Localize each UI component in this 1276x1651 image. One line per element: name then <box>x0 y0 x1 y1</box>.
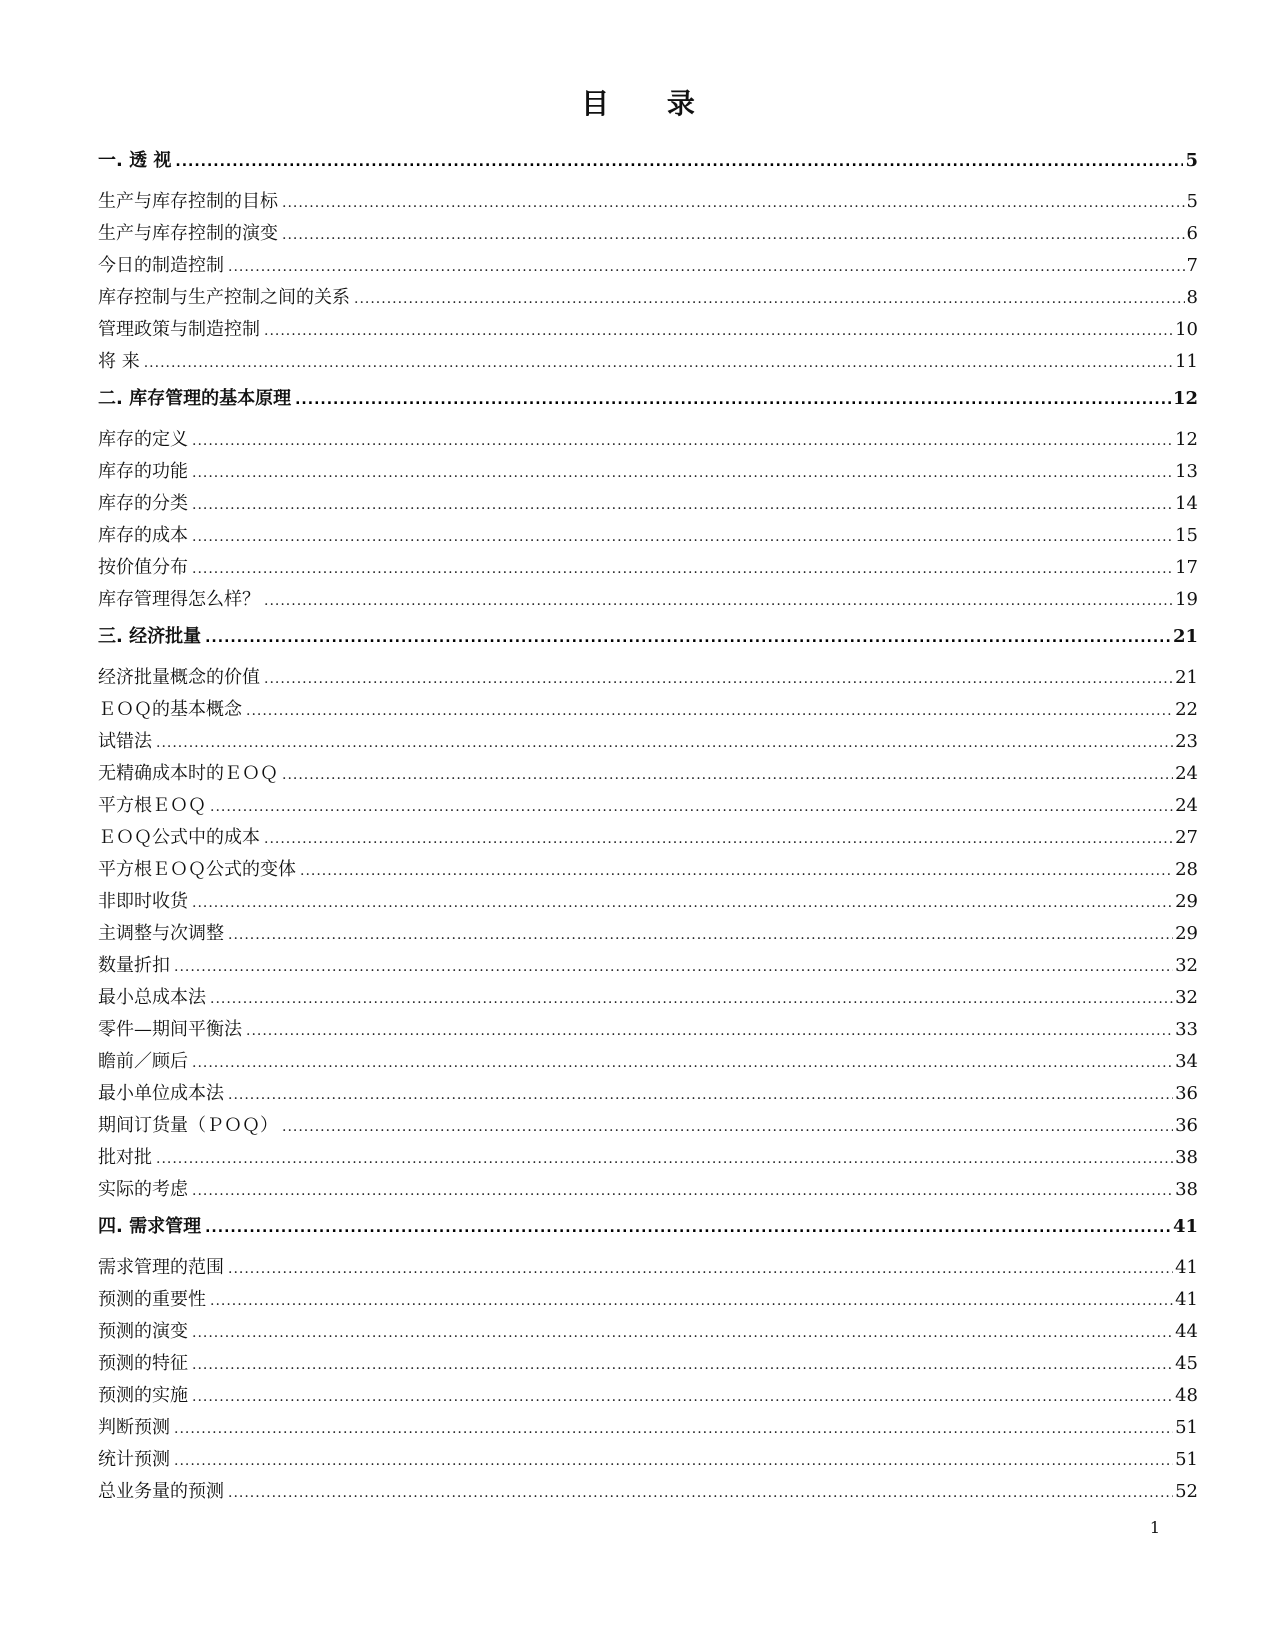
toc-entry[interactable] <box>98 758 1198 790</box>
toc-entry[interactable] <box>98 346 1198 378</box>
entry-title: 批对批 <box>98 1147 152 1168</box>
dot-leader <box>264 823 1173 855</box>
toc-entry[interactable] <box>98 1380 1198 1412</box>
toc-chapter-heading[interactable] <box>98 382 1198 416</box>
chapter-title: 四. 需求管理 <box>98 1216 202 1237</box>
entry-page-number: 23 <box>1175 731 1198 752</box>
entry-title: 试错法 <box>98 731 152 752</box>
entry-page-number: 27 <box>1175 827 1198 848</box>
toc-section <box>98 1210 1198 1508</box>
entry-title: 管理政策与制造控制 <box>98 319 260 340</box>
entry-page-number: 52 <box>1175 1481 1198 1502</box>
entry-title: 瞻前／顾后 <box>98 1051 188 1072</box>
toc-entry[interactable] <box>98 1046 1198 1078</box>
entry-title: ＥＯＱ的基本概念 <box>98 699 242 720</box>
dot-leader <box>282 759 1173 791</box>
entry-page-number: 51 <box>1175 1417 1198 1438</box>
entry-title: 最小单位成本法 <box>98 1083 224 1104</box>
toc-entry[interactable] <box>98 1284 1198 1316</box>
entry-page-number: 21 <box>1175 667 1198 688</box>
dot-leader <box>192 457 1173 489</box>
entry-page-number: 36 <box>1175 1083 1198 1104</box>
toc-entry[interactable] <box>98 186 1198 218</box>
toc-entry[interactable] <box>98 854 1198 886</box>
toc-entry[interactable] <box>98 726 1198 758</box>
dot-leader <box>228 1079 1173 1111</box>
dot-leader <box>192 1317 1173 1349</box>
toc-entry[interactable] <box>98 1348 1198 1380</box>
entry-title: 今日的制造控制 <box>98 255 224 276</box>
entry-title: 非即时收货 <box>98 891 188 912</box>
toc-entry[interactable] <box>98 1412 1198 1444</box>
chapter-page-number: 12 <box>1172 388 1198 409</box>
toc-section <box>98 144 1198 378</box>
dot-leader <box>192 553 1173 585</box>
entry-title: 数量折扣 <box>98 955 170 976</box>
dot-leader <box>174 1445 1173 1477</box>
toc-entry[interactable] <box>98 520 1198 552</box>
entry-title: 平方根ＥＯＱ公式的变体 <box>98 859 296 880</box>
entry-title: 最小总成本法 <box>98 987 206 1008</box>
table-of-contents <box>98 140 1198 1508</box>
entry-page-number: 38 <box>1175 1147 1198 1168</box>
toc-entry[interactable] <box>98 982 1198 1014</box>
entry-title: 统计预测 <box>98 1449 170 1470</box>
entry-page-number: 13 <box>1175 461 1198 482</box>
dot-leader <box>228 919 1173 951</box>
entry-title: 实际的考虑 <box>98 1179 188 1200</box>
entry-page-number: 17 <box>1175 557 1198 578</box>
entry-page-number: 6 <box>1186 223 1198 244</box>
entry-page-number: 24 <box>1175 795 1198 816</box>
toc-entry[interactable] <box>98 662 1198 694</box>
entry-page-number: 22 <box>1175 699 1198 720</box>
toc-entry[interactable] <box>98 1444 1198 1476</box>
entry-page-number: 11 <box>1175 351 1198 372</box>
toc-entry[interactable] <box>98 950 1198 982</box>
page-number: 1 <box>1149 1518 1160 1537</box>
chapter-page-number: 5 <box>1185 150 1198 171</box>
entry-title: 判断预测 <box>98 1417 170 1438</box>
toc-section <box>98 382 1198 616</box>
dot-leader <box>210 983 1173 1015</box>
dot-leader <box>246 1015 1173 1047</box>
entry-page-number: 14 <box>1175 493 1198 514</box>
entry-page-number: 28 <box>1175 859 1198 880</box>
entry-title: 预测的重要性 <box>98 1289 206 1310</box>
entry-title: ＥＯＱ公式中的成本 <box>98 827 260 848</box>
entry-title: 总业务量的预测 <box>98 1481 224 1502</box>
dot-leader <box>192 1349 1173 1381</box>
entry-page-number: 12 <box>1175 429 1198 450</box>
dot-leader <box>192 489 1173 521</box>
entry-page-number: 32 <box>1175 955 1198 976</box>
entry-title: 将 来 <box>98 351 140 372</box>
chapter-page-number: 41 <box>1172 1216 1198 1237</box>
chapter-page-number: 21 <box>1172 626 1198 647</box>
toc-entry[interactable] <box>98 314 1198 346</box>
toc-entry[interactable] <box>98 584 1198 616</box>
dot-leader <box>144 347 1173 379</box>
page-title: 目 录 <box>581 87 719 120</box>
entry-title: 库存的定义 <box>98 429 188 450</box>
dot-leader <box>246 695 1173 727</box>
entry-title: 无精确成本时的ＥＯＱ <box>98 763 278 784</box>
toc-entry[interactable] <box>98 1476 1198 1508</box>
toc-chapter-heading[interactable] <box>98 1210 1198 1244</box>
entry-title: 预测的特征 <box>98 1353 188 1374</box>
entry-page-number: 41 <box>1175 1257 1198 1278</box>
dot-leader <box>174 951 1173 983</box>
toc-entry[interactable] <box>98 822 1198 854</box>
entry-title: 生产与库存控制的目标 <box>98 191 278 212</box>
dot-leader <box>192 425 1173 457</box>
toc-entry[interactable] <box>98 250 1198 282</box>
entry-page-number: 34 <box>1175 1051 1198 1072</box>
entry-title: 经济批量概念的价值 <box>98 667 260 688</box>
entry-title: 库存的功能 <box>98 461 188 482</box>
dot-leader <box>205 621 1171 655</box>
dot-leader <box>175 145 1183 179</box>
dot-leader <box>228 1477 1173 1509</box>
entry-page-number: 33 <box>1175 1019 1198 1040</box>
entry-title: 预测的实施 <box>98 1385 188 1406</box>
entry-page-number: 8 <box>1186 287 1198 308</box>
dot-leader <box>282 219 1185 251</box>
dot-leader <box>205 1211 1171 1245</box>
entry-title: 库存控制与生产控制之间的关系 <box>98 287 350 308</box>
entry-page-number: 7 <box>1186 255 1198 276</box>
chapter-title: 三. 经济批量 <box>98 626 202 647</box>
toc-entry[interactable] <box>98 1316 1198 1348</box>
dot-leader <box>192 1175 1173 1207</box>
entry-page-number: 51 <box>1175 1449 1198 1470</box>
toc-entry[interactable] <box>98 218 1198 250</box>
entry-page-number: 29 <box>1175 891 1198 912</box>
toc-entry[interactable] <box>98 552 1198 584</box>
dot-leader <box>156 1143 1173 1175</box>
dot-leader <box>192 521 1173 553</box>
entry-title: 主调整与次调整 <box>98 923 224 944</box>
toc-entry[interactable] <box>98 1078 1198 1110</box>
dot-leader <box>210 791 1173 823</box>
dot-leader <box>264 315 1173 347</box>
toc-entry[interactable] <box>98 694 1198 726</box>
dot-leader <box>264 585 1173 617</box>
entry-title: 库存的分类 <box>98 493 188 514</box>
dot-leader <box>174 1413 1173 1445</box>
entry-title: 预测的演变 <box>98 1321 188 1342</box>
dot-leader <box>228 1253 1173 1285</box>
dot-leader <box>282 1111 1173 1143</box>
entry-page-number: 44 <box>1175 1321 1198 1342</box>
entry-title: 按价值分布 <box>98 557 188 578</box>
entry-page-number: 10 <box>1175 319 1198 340</box>
toc-entry[interactable] <box>98 918 1198 950</box>
dot-leader <box>228 251 1185 283</box>
toc-section <box>98 620 1198 1206</box>
entry-page-number: 24 <box>1175 763 1198 784</box>
toc-entry[interactable] <box>98 488 1198 520</box>
toc-entry[interactable] <box>98 1142 1198 1174</box>
entry-title: 期间订货量（ＰＯＱ） <box>98 1115 278 1136</box>
entry-title: 库存的成本 <box>98 525 188 546</box>
entry-page-number: 48 <box>1175 1385 1198 1406</box>
entry-title: 库存管理得怎么样？ <box>98 589 260 610</box>
entry-page-number: 41 <box>1175 1289 1198 1310</box>
entry-page-number: 19 <box>1175 589 1198 610</box>
toc-chapter-heading[interactable] <box>98 144 1198 178</box>
entry-title: 零件—期间平衡法 <box>98 1019 242 1040</box>
dot-leader <box>156 727 1173 759</box>
entry-page-number: 45 <box>1175 1353 1198 1374</box>
toc-entry[interactable] <box>98 424 1198 456</box>
toc-entry[interactable] <box>98 1110 1198 1142</box>
dot-leader <box>282 187 1185 219</box>
dot-leader <box>192 887 1173 919</box>
dot-leader <box>192 1381 1173 1413</box>
entry-title: 生产与库存控制的演变 <box>98 223 278 244</box>
dot-leader <box>210 1285 1173 1317</box>
entry-page-number: 32 <box>1175 987 1198 1008</box>
entry-page-number: 36 <box>1175 1115 1198 1136</box>
toc-entry[interactable] <box>98 790 1198 822</box>
entry-page-number: 38 <box>1175 1179 1198 1200</box>
toc-chapter-heading[interactable] <box>98 620 1198 654</box>
toc-entry[interactable] <box>98 886 1198 918</box>
toc-entry[interactable] <box>98 1252 1198 1284</box>
dot-leader <box>264 663 1173 695</box>
toc-entry[interactable] <box>98 1014 1198 1046</box>
dot-leader <box>295 383 1171 417</box>
entry-title: 需求管理的范围 <box>98 1257 224 1278</box>
entry-page-number: 29 <box>1175 923 1198 944</box>
toc-entry[interactable] <box>98 1174 1198 1206</box>
chapter-title: 二. 库存管理的基本原理 <box>98 388 292 409</box>
dot-leader <box>300 855 1173 887</box>
entry-page-number: 15 <box>1175 525 1198 546</box>
entry-page-number: 5 <box>1186 191 1198 212</box>
toc-entry[interactable] <box>98 456 1198 488</box>
chapter-title: 一. 透 视 <box>98 150 172 171</box>
dot-leader <box>354 283 1185 315</box>
entry-title: 平方根ＥＯＱ <box>98 795 206 816</box>
toc-entry[interactable] <box>98 282 1198 314</box>
dot-leader <box>192 1047 1173 1079</box>
